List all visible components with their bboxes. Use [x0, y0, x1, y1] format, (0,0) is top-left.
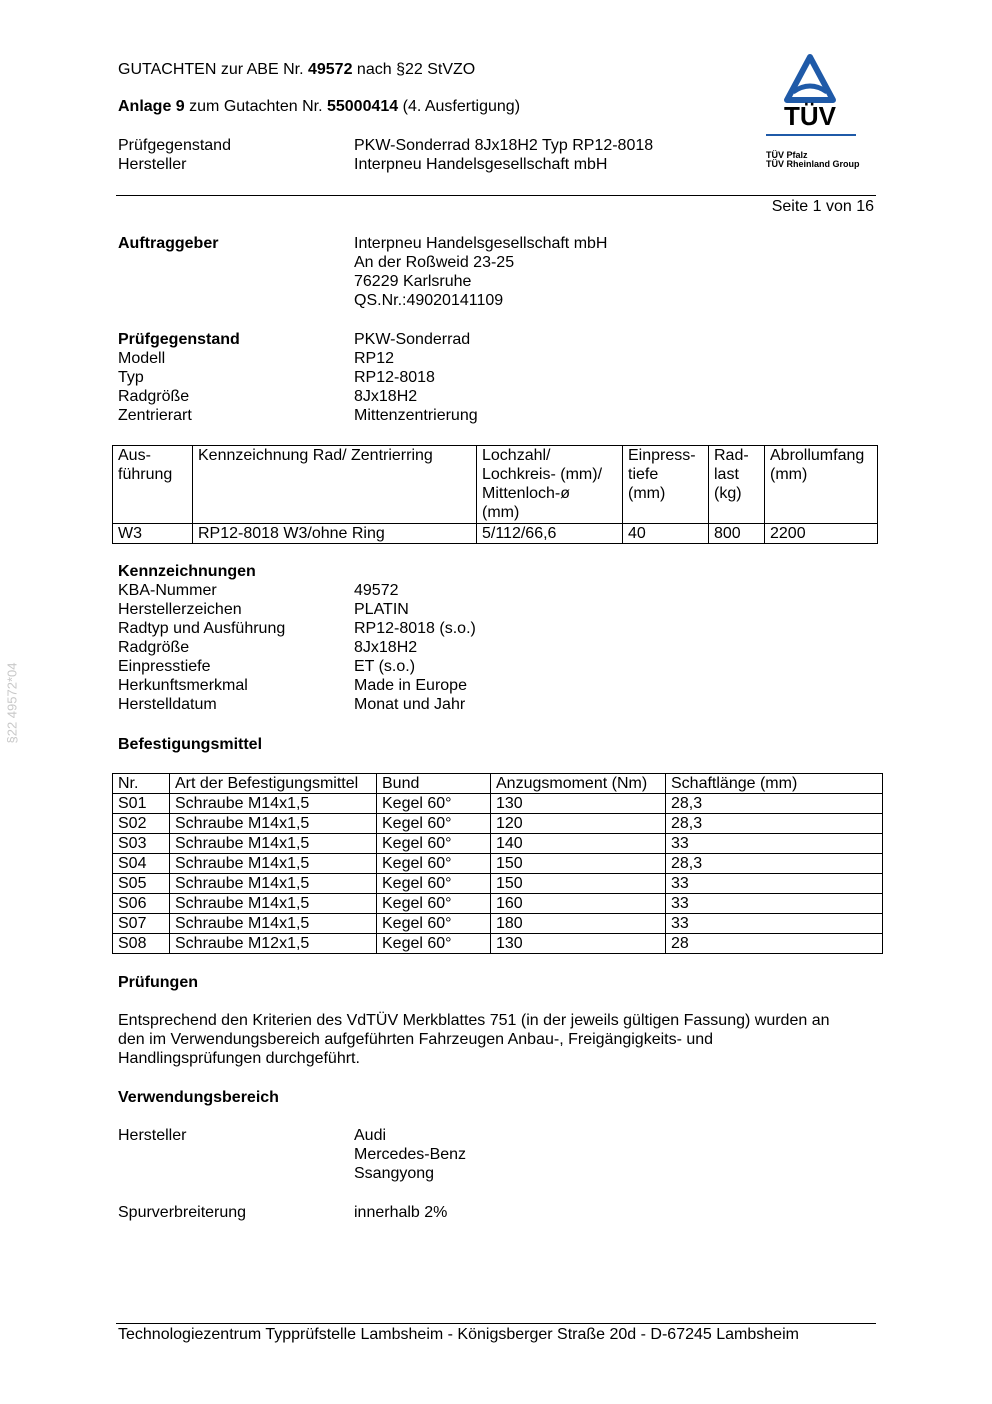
table-cell: S08: [113, 934, 170, 954]
page-number: Seite 1 von 16: [771, 198, 874, 215]
col-abrollumfang: Abrollumfang (mm): [765, 446, 878, 524]
table-cell: 130: [491, 794, 666, 814]
befestigung-title: Befestigungsmittel: [118, 736, 263, 753]
logo-text: TÜV: [784, 101, 836, 131]
table-row: [113, 874, 883, 894]
table-cell: 28,3: [666, 814, 883, 834]
wheel-table-header: [113, 446, 878, 524]
table-cell: Kegel 60°: [377, 874, 491, 894]
kennzeichnungen-title: Kennzeichnungen: [118, 563, 256, 580]
table-row: W3 RP12-8018 W3/ohne Ring 5/112/66,6 40 800 2200: [113, 524, 878, 544]
table-cell: 120: [491, 814, 666, 834]
table-cell: S05: [113, 874, 170, 894]
logo-sub-1: TÜV Pfalz: [766, 150, 808, 160]
table-row: [113, 834, 883, 854]
befestigung-table: [112, 773, 883, 954]
side-watermark: §22 49572*04: [4, 662, 20, 744]
col-radlast: Rad- last (kg): [709, 446, 765, 524]
table-cell: Kegel 60°: [377, 854, 491, 874]
col-lochzahl: Lochzahl/ Lochkreis- (mm)/ Mittenloch-ø (mm): [477, 446, 623, 524]
abe-number: 49572: [307, 61, 353, 78]
table-cell: Kegel 60°: [377, 794, 491, 814]
table-cell: 28,3: [666, 854, 883, 874]
table-cell: S02: [113, 814, 170, 834]
tuev-logo: [760, 52, 860, 176]
table-cell: 150: [491, 854, 666, 874]
col-kennzeichnung: Kennzeichnung Rad/ Zentrierring: [193, 446, 477, 524]
table-row: [113, 894, 883, 914]
table-cell: Kegel 60°: [377, 894, 491, 914]
table-cell: 33: [666, 834, 883, 854]
col-ausfuehrung: Aus- führung: [113, 446, 193, 524]
logo-sub-2: TÜV Rheinland Group: [766, 159, 860, 169]
table-row: [113, 934, 883, 954]
table-cell: Kegel 60°: [377, 934, 491, 954]
wheel-table: [112, 445, 878, 544]
table-cell: 140: [491, 834, 666, 854]
gutachten-number: 55000414: [326, 98, 399, 115]
table-cell: Schraube M14x1,5: [170, 794, 377, 814]
table-cell: S07: [113, 914, 170, 934]
table-cell: 130: [491, 934, 666, 954]
table-cell: 160: [491, 894, 666, 914]
verwendung-title: Verwendungsbereich: [118, 1089, 279, 1106]
befestigung-table-header: Nr. Art der Befestigungsmittel Bund Anzugsmoment (Nm) Schaftlänge (mm): [113, 774, 883, 794]
footer-address: Technologiezentrum Typprüfstelle Lambsheim - Königsberger Straße 20d - D-67245 Lambsheim: [118, 1326, 799, 1343]
table-row: [113, 854, 883, 874]
table-cell: Schraube M14x1,5: [170, 834, 377, 854]
pruefungen-title: Prüfungen: [118, 974, 198, 991]
table-cell: S04: [113, 854, 170, 874]
report-title: GUTACHTEN zur ABE Nr. 49572 nach §22 StVZO: [118, 61, 476, 78]
header-divider: [116, 195, 876, 196]
table-cell: 180: [491, 914, 666, 934]
table-row: [113, 814, 883, 834]
table-cell: Schraube M14x1,5: [170, 914, 377, 934]
table-cell: Kegel 60°: [377, 814, 491, 834]
table-cell: S06: [113, 894, 170, 914]
table-cell: Schraube M14x1,5: [170, 874, 377, 894]
table-cell: Schraube M12x1,5: [170, 934, 377, 954]
table-cell: S03: [113, 834, 170, 854]
table-cell: 33: [666, 914, 883, 934]
table-cell: 33: [666, 874, 883, 894]
table-cell: Kegel 60°: [377, 834, 491, 854]
table-cell: 150: [491, 874, 666, 894]
table-row: [113, 794, 883, 814]
annex-title: Anlage 9 zum Gutachten Nr. 55000414 (4. Ausfertigung): [118, 98, 521, 115]
table-cell: 28,3: [666, 794, 883, 814]
table-cell: 28: [666, 934, 883, 954]
col-einpresstiefe: Einpress- tiefe (mm): [623, 446, 709, 524]
table-cell: 33: [666, 894, 883, 914]
table-cell: Schraube M14x1,5: [170, 814, 377, 834]
table-cell: Schraube M14x1,5: [170, 894, 377, 914]
table-row: [113, 914, 883, 934]
footer-divider: [116, 1323, 876, 1324]
pruefungen-text: Entsprechend den Kriterien des VdTÜV Merkblattes 751 (in der jeweils gültigen Fassung) wurden an den im Verwendungsbereich aufgeführten Fahrzeugen Anbau-, Freigängigkeits- und Handlingsprüfungen durchgeführt.: [118, 1012, 830, 1067]
table-cell: S01: [113, 794, 170, 814]
table-cell: Schraube M14x1,5: [170, 854, 377, 874]
table-cell: Kegel 60°: [377, 914, 491, 934]
